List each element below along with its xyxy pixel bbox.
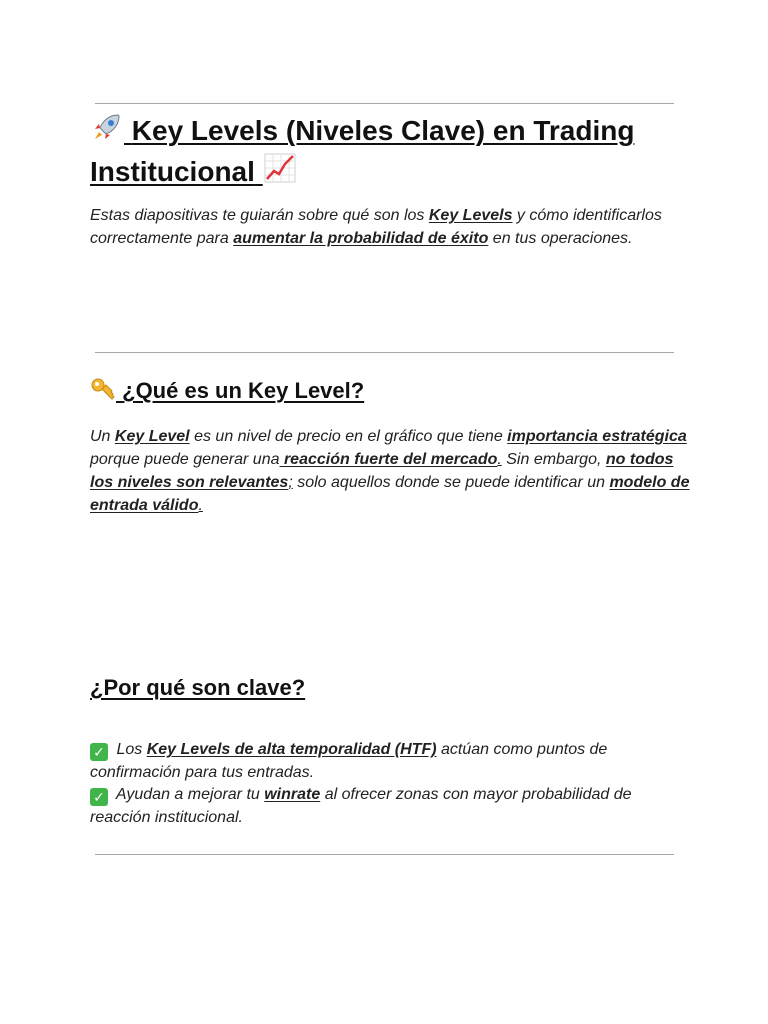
section-title-what-is (90, 376, 364, 406)
intro-emphasis: aumentar la probabilidad de éxito (233, 230, 489, 247)
reason-2-winrate: winrate (264, 786, 321, 803)
section-title-why: ¿Por qué son clave? (90, 675, 306, 700)
rocket-icon (90, 110, 124, 144)
section-title-what-is-text: ¿Qué es un Key Level? (122, 378, 365, 403)
def-key-level: Key Level (114, 428, 190, 445)
def-semicolon: ; (288, 474, 293, 491)
def-text-1: Un (90, 428, 115, 445)
reason-1-text-2: actúan como puntos de confirmación para tus entradas. (90, 741, 608, 781)
reason-item-1 (90, 738, 690, 784)
divider-middle (95, 352, 674, 353)
reason-item-2 (90, 783, 690, 829)
def-period-1: . (497, 451, 502, 468)
chart-increasing-icon (263, 151, 297, 185)
def-modelo: modelo de entrada válido (90, 474, 690, 514)
divider-bottom (95, 854, 674, 855)
reason-1-text-1: Los (112, 741, 147, 758)
intro-text-1: Estas diapositivas te guiarán sobre qué son los (90, 207, 429, 224)
def-importancia: importancia estratégica (507, 428, 687, 445)
def-reaccion: reacción fuerte del mercado (279, 451, 498, 468)
intro-text-2: y cómo identificarlos correctamente para (90, 207, 662, 247)
intro-text-3: en tus operaciones. (488, 230, 633, 247)
reason-1-htf: Key Levels de alta temporalidad (HTF) (146, 741, 437, 758)
def-text-3: porque puede generar una (90, 451, 280, 468)
intro-paragraph (90, 204, 690, 250)
def-no-todos: no todos los niveles son relevantes (90, 451, 674, 491)
page-title-line1: Key Levels (Niveles Clave) en Trading (131, 115, 635, 146)
reason-2-text-2: al ofrecer zonas con mayor probabilidad de reacción institucional. (90, 786, 632, 826)
def-text-4: Sin embargo, (501, 451, 606, 468)
check-mark-icon: ✓ (90, 743, 108, 761)
divider-top (95, 103, 674, 104)
key-icon (90, 376, 116, 402)
def-period-2: . (198, 497, 203, 514)
page-title (90, 110, 690, 192)
reason-2-text-1: Ayudan a mejorar tu (112, 786, 265, 803)
page-title-line2: Institucional (90, 156, 255, 187)
def-text-5: solo aquellos donde se puede identificar un (292, 474, 610, 491)
def-text-2: es un nivel de precio en el gráfico que tiene (189, 428, 508, 445)
intro-key-levels: Key Levels (428, 207, 513, 224)
check-mark-icon: ✓ (90, 788, 108, 806)
definition-paragraph (90, 425, 690, 517)
